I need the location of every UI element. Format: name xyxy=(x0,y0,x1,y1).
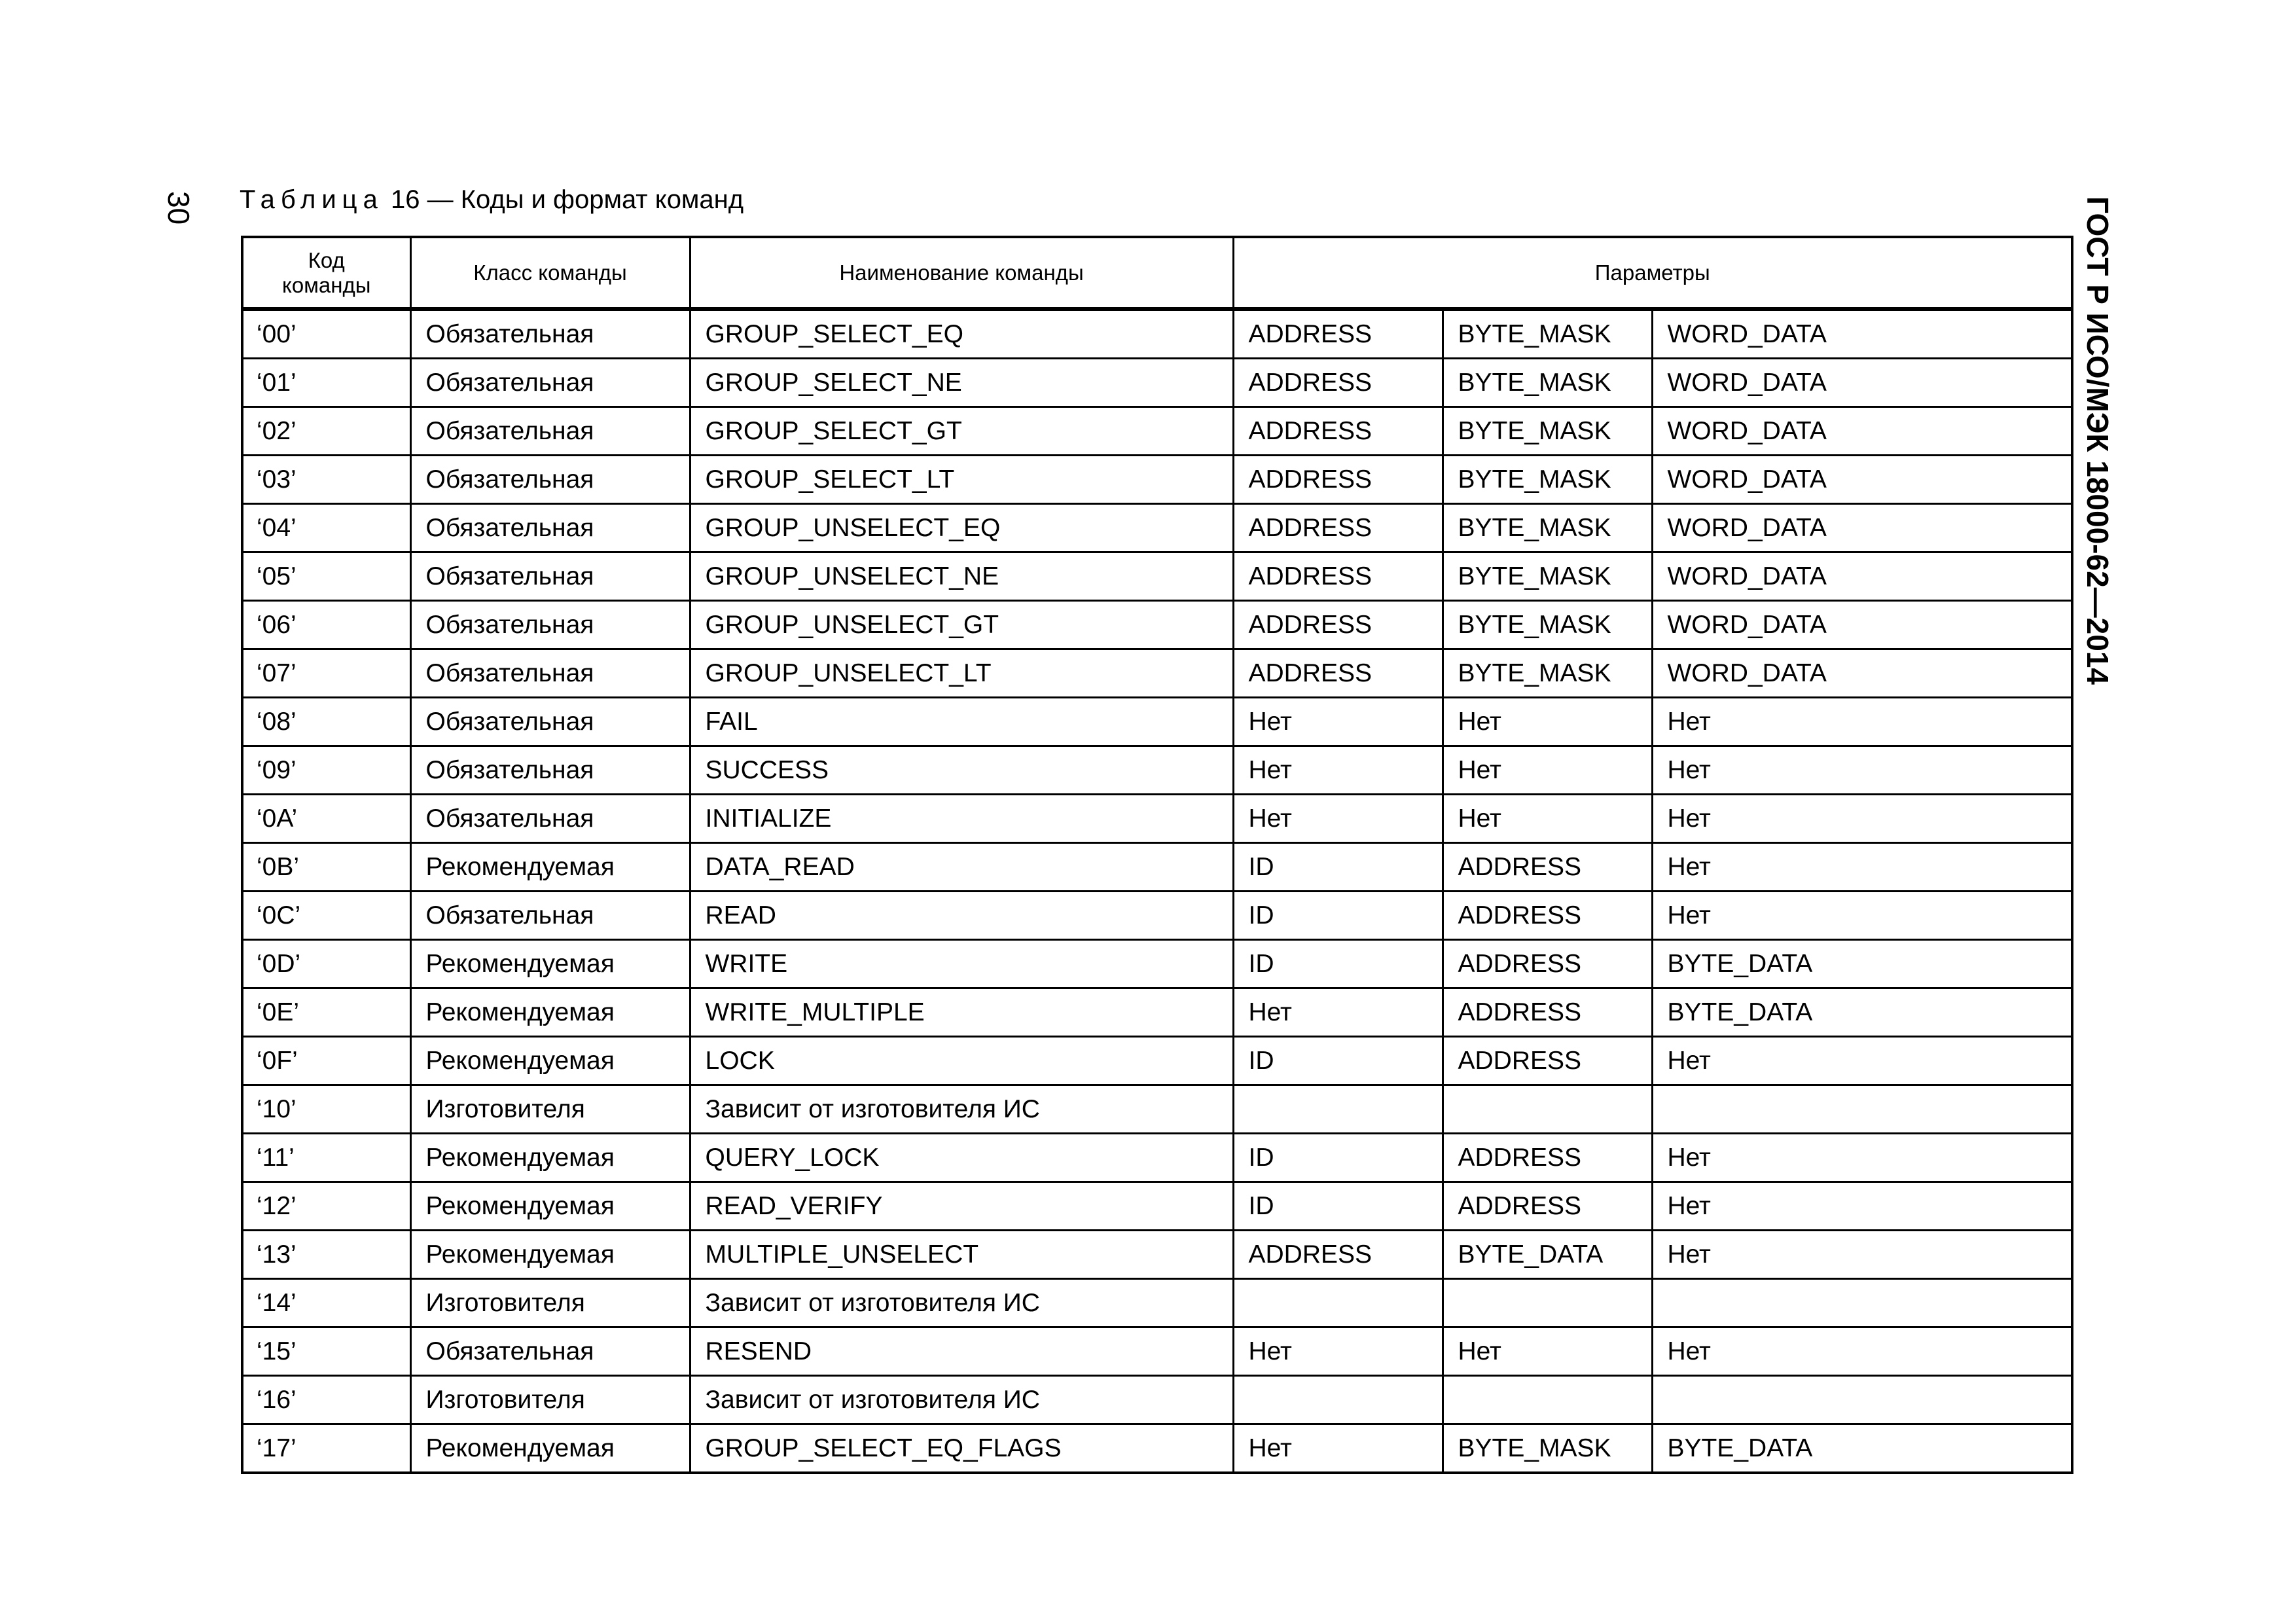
param1-cell: ADDRESS xyxy=(1233,359,1443,407)
code-cell: ‘05’ xyxy=(242,552,410,601)
param2-cell: ADDRESS xyxy=(1443,843,1652,892)
header-class: Класс команды xyxy=(410,237,690,309)
table-caption-number: 16 xyxy=(390,185,420,214)
class-cell: Рекомендуемая xyxy=(410,1231,690,1279)
name-cell: READ xyxy=(690,892,1233,940)
param1-cell: ID xyxy=(1233,1182,1443,1231)
table-row xyxy=(242,1231,2072,1279)
param1-cell: ID xyxy=(1233,1134,1443,1182)
param1-cell: Нет xyxy=(1233,1424,1443,1473)
name-cell: INITIALIZE xyxy=(690,795,1233,843)
table-row xyxy=(242,1327,2072,1376)
param1-cell: ID xyxy=(1233,940,1443,988)
code-cell: ‘12’ xyxy=(242,1182,410,1231)
code-cell: ‘17’ xyxy=(242,1424,410,1473)
table-row xyxy=(242,1376,2072,1424)
code-cell: ‘03’ xyxy=(242,456,410,504)
table-row xyxy=(242,649,2072,698)
table-header-row xyxy=(242,237,2072,309)
table-row xyxy=(242,940,2072,988)
name-cell: Зависит от изготовителя ИС xyxy=(690,1376,1233,1424)
code-cell: ‘08’ xyxy=(242,698,410,746)
class-cell: Рекомендуемая xyxy=(410,1134,690,1182)
param2-cell xyxy=(1443,1376,1652,1424)
param1-cell: Нет xyxy=(1233,988,1443,1037)
param2-cell xyxy=(1443,1085,1652,1134)
code-cell: ‘07’ xyxy=(242,649,410,698)
param3-cell: WORD_DATA xyxy=(1652,309,2072,359)
class-cell: Рекомендуемая xyxy=(410,1037,690,1085)
param2-cell: Нет xyxy=(1443,1327,1652,1376)
table-row xyxy=(242,456,2072,504)
code-cell: ‘04’ xyxy=(242,504,410,552)
param3-cell: BYTE_DATA xyxy=(1652,1424,2072,1473)
table-row xyxy=(242,988,2072,1037)
param1-cell: Нет xyxy=(1233,698,1443,746)
param2-cell: ADDRESS xyxy=(1443,1134,1652,1182)
name-cell: SUCCESS xyxy=(690,746,1233,795)
param3-cell: WORD_DATA xyxy=(1652,407,2072,456)
class-cell: Рекомендуемая xyxy=(410,1182,690,1231)
table-row xyxy=(242,1037,2072,1085)
param1-cell: ID xyxy=(1233,1037,1443,1085)
param2-cell: BYTE_MASK xyxy=(1443,504,1652,552)
table-row xyxy=(242,1424,2072,1473)
name-cell: WRITE_MULTIPLE xyxy=(690,988,1233,1037)
class-cell: Обязательная xyxy=(410,746,690,795)
name-cell: LOCK xyxy=(690,1037,1233,1085)
param2-cell: BYTE_DATA xyxy=(1443,1231,1652,1279)
param2-cell: BYTE_MASK xyxy=(1443,649,1652,698)
param3-cell: Нет xyxy=(1652,795,2072,843)
name-cell: WRITE xyxy=(690,940,1233,988)
name-cell: GROUP_UNSELECT_LT xyxy=(690,649,1233,698)
code-cell: ‘02’ xyxy=(242,407,410,456)
param2-cell: BYTE_MASK xyxy=(1443,309,1652,359)
param2-cell: BYTE_MASK xyxy=(1443,456,1652,504)
table-row xyxy=(242,843,2072,892)
name-cell: GROUP_UNSELECT_EQ xyxy=(690,504,1233,552)
param1-cell: ADDRESS xyxy=(1233,456,1443,504)
param2-cell xyxy=(1443,1279,1652,1327)
param3-cell: Нет xyxy=(1652,1182,2072,1231)
code-cell: ‘13’ xyxy=(242,1231,410,1279)
code-cell: ‘0D’ xyxy=(242,940,410,988)
table-row xyxy=(242,309,2072,359)
param3-cell: WORD_DATA xyxy=(1652,649,2072,698)
param1-cell: Нет xyxy=(1233,746,1443,795)
param1-cell xyxy=(1233,1279,1443,1327)
table-row xyxy=(242,1085,2072,1134)
class-cell: Изготовителя xyxy=(410,1279,690,1327)
param2-cell: ADDRESS xyxy=(1443,892,1652,940)
commands-table xyxy=(241,236,2073,1474)
name-cell: RESEND xyxy=(690,1327,1233,1376)
param3-cell: Нет xyxy=(1652,1037,2072,1085)
code-cell: ‘10’ xyxy=(242,1085,410,1134)
code-cell: ‘0E’ xyxy=(242,988,410,1037)
name-cell: MULTIPLE_UNSELECT xyxy=(690,1231,1233,1279)
code-cell: ‘0C’ xyxy=(242,892,410,940)
param1-cell: ADDRESS xyxy=(1233,309,1443,359)
param3-cell: BYTE_DATA xyxy=(1652,988,2072,1037)
param1-cell: ID xyxy=(1233,892,1443,940)
table-caption-title: — Коды и формат команд xyxy=(427,185,744,214)
class-cell: Обязательная xyxy=(410,552,690,601)
param3-cell: Нет xyxy=(1652,1327,2072,1376)
param1-cell xyxy=(1233,1085,1443,1134)
param2-cell: Нет xyxy=(1443,795,1652,843)
param2-cell: ADDRESS xyxy=(1443,1182,1652,1231)
table-row xyxy=(242,504,2072,552)
param2-cell: Нет xyxy=(1443,698,1652,746)
table-row xyxy=(242,359,2072,407)
standard-designation: ГОСТ Р ИСО/МЭК 18000-62—2014 xyxy=(2081,196,2115,685)
name-cell: GROUP_UNSELECT_GT xyxy=(690,601,1233,649)
param1-cell: ADDRESS xyxy=(1233,552,1443,601)
class-cell: Обязательная xyxy=(410,649,690,698)
name-cell: GROUP_UNSELECT_NE xyxy=(690,552,1233,601)
param3-cell: WORD_DATA xyxy=(1652,359,2072,407)
page-number: 30 xyxy=(162,191,196,225)
param3-cell xyxy=(1652,1085,2072,1134)
param2-cell: BYTE_MASK xyxy=(1443,1424,1652,1473)
param1-cell: Нет xyxy=(1233,795,1443,843)
code-cell: ‘01’ xyxy=(242,359,410,407)
class-cell: Обязательная xyxy=(410,504,690,552)
header-name: Наименование команды xyxy=(690,237,1233,309)
class-cell: Изготовителя xyxy=(410,1376,690,1424)
table-row xyxy=(242,601,2072,649)
class-cell: Обязательная xyxy=(410,359,690,407)
name-cell: GROUP_SELECT_GT xyxy=(690,407,1233,456)
param2-cell: Нет xyxy=(1443,746,1652,795)
table-caption-label: Таблица xyxy=(240,185,384,214)
param3-cell: BYTE_DATA xyxy=(1652,940,2072,988)
param3-cell: Нет xyxy=(1652,1231,2072,1279)
class-cell: Обязательная xyxy=(410,456,690,504)
param1-cell: ID xyxy=(1233,843,1443,892)
param1-cell: ADDRESS xyxy=(1233,601,1443,649)
param2-cell: BYTE_MASK xyxy=(1443,407,1652,456)
table-row xyxy=(242,1279,2072,1327)
param1-cell: ADDRESS xyxy=(1233,407,1443,456)
code-cell: ‘15’ xyxy=(242,1327,410,1376)
name-cell: GROUP_SELECT_LT xyxy=(690,456,1233,504)
code-cell: ‘14’ xyxy=(242,1279,410,1327)
class-cell: Обязательная xyxy=(410,601,690,649)
class-cell: Рекомендуемая xyxy=(410,940,690,988)
code-cell: ‘0A’ xyxy=(242,795,410,843)
table-row xyxy=(242,698,2072,746)
table-row xyxy=(242,746,2072,795)
param3-cell: WORD_DATA xyxy=(1652,601,2072,649)
param3-cell: Нет xyxy=(1652,1134,2072,1182)
table-row xyxy=(242,1134,2072,1182)
table-row xyxy=(242,407,2072,456)
class-cell: Рекомендуемая xyxy=(410,988,690,1037)
class-cell: Обязательная xyxy=(410,698,690,746)
param2-cell: BYTE_MASK xyxy=(1443,359,1652,407)
name-cell: GROUP_SELECT_NE xyxy=(690,359,1233,407)
param3-cell: Нет xyxy=(1652,843,2072,892)
class-cell: Обязательная xyxy=(410,407,690,456)
table-row xyxy=(242,1182,2072,1231)
class-cell: Обязательная xyxy=(410,795,690,843)
table-caption xyxy=(240,185,744,215)
param2-cell: BYTE_MASK xyxy=(1443,552,1652,601)
code-cell: ‘0B’ xyxy=(242,843,410,892)
name-cell: FAIL xyxy=(690,698,1233,746)
name-cell: QUERY_LOCK xyxy=(690,1134,1233,1182)
param1-cell: ADDRESS xyxy=(1233,649,1443,698)
name-cell: GROUP_SELECT_EQ_FLAGS xyxy=(690,1424,1233,1473)
param3-cell: WORD_DATA xyxy=(1652,504,2072,552)
param3-cell: Нет xyxy=(1652,698,2072,746)
table-row xyxy=(242,892,2072,940)
param1-cell: ADDRESS xyxy=(1233,1231,1443,1279)
param3-cell: WORD_DATA xyxy=(1652,456,2072,504)
param2-cell: ADDRESS xyxy=(1443,988,1652,1037)
code-cell: ‘0F’ xyxy=(242,1037,410,1085)
header-params: Параметры xyxy=(1233,237,2072,309)
name-cell: GROUP_SELECT_EQ xyxy=(690,309,1233,359)
name-cell: DATA_READ xyxy=(690,843,1233,892)
param2-cell: ADDRESS xyxy=(1443,940,1652,988)
param3-cell xyxy=(1652,1376,2072,1424)
param3-cell: Нет xyxy=(1652,746,2072,795)
table-body xyxy=(242,309,2072,1473)
param1-cell: ADDRESS xyxy=(1233,504,1443,552)
class-cell: Обязательная xyxy=(410,1327,690,1376)
table-row xyxy=(242,552,2072,601)
code-cell: ‘06’ xyxy=(242,601,410,649)
param2-cell: ADDRESS xyxy=(1443,1037,1652,1085)
header-code: Код команды xyxy=(242,237,410,309)
param1-cell xyxy=(1233,1376,1443,1424)
class-cell: Изготовителя xyxy=(410,1085,690,1134)
class-cell: Обязательная xyxy=(410,309,690,359)
code-cell: ‘09’ xyxy=(242,746,410,795)
code-cell: ‘16’ xyxy=(242,1376,410,1424)
code-cell: ‘00’ xyxy=(242,309,410,359)
class-cell: Рекомендуемая xyxy=(410,843,690,892)
class-cell: Обязательная xyxy=(410,892,690,940)
name-cell: Зависит от изготовителя ИС xyxy=(690,1279,1233,1327)
name-cell: Зависит от изготовителя ИС xyxy=(690,1085,1233,1134)
param3-cell: Нет xyxy=(1652,892,2072,940)
param1-cell: Нет xyxy=(1233,1327,1443,1376)
code-cell: ‘11’ xyxy=(242,1134,410,1182)
name-cell: READ_VERIFY xyxy=(690,1182,1233,1231)
param3-cell: WORD_DATA xyxy=(1652,552,2072,601)
table-row xyxy=(242,795,2072,843)
class-cell: Рекомендуемая xyxy=(410,1424,690,1473)
param3-cell xyxy=(1652,1279,2072,1327)
param2-cell: BYTE_MASK xyxy=(1443,601,1652,649)
